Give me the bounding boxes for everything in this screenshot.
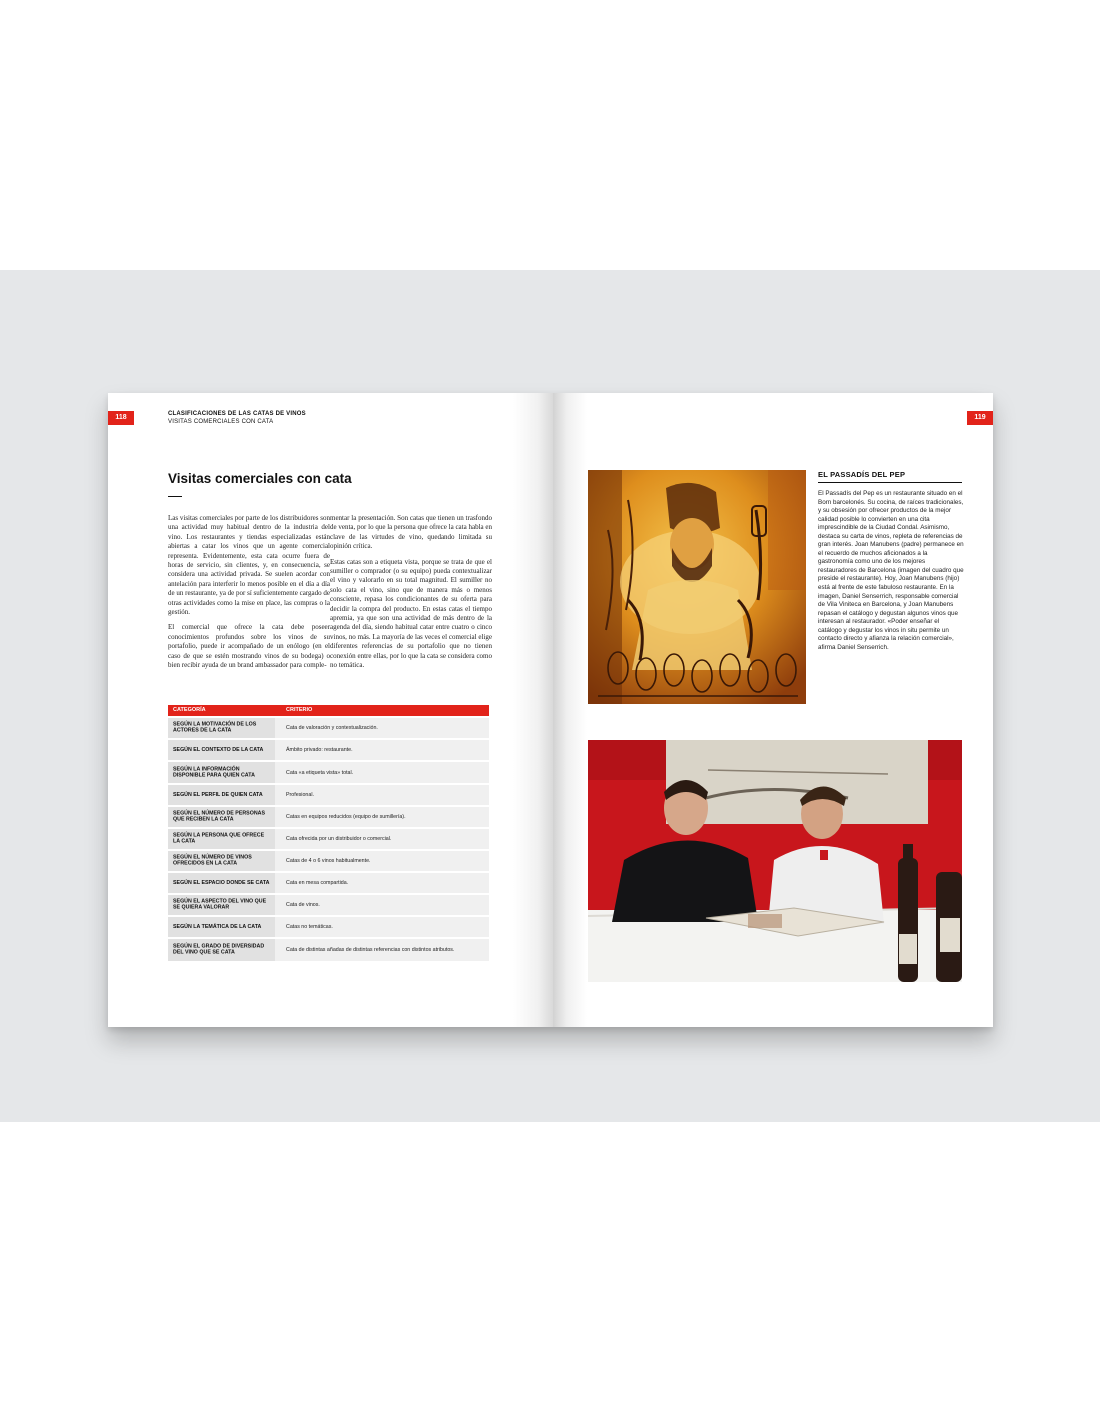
table-cell-category: SEGÚN EL NÚMERO DE VINOS OFRECIDOS EN LA CATA — [173, 854, 252, 867]
table-cell-criterion: Cata de valoración y contextualización. — [286, 724, 378, 731]
table-row — [168, 851, 489, 871]
header-section: CLASIFICACIONES DE LAS CATAS DE VINOS — [168, 411, 306, 417]
body-paragraph: El comercial que ofrece la cata debe poseer conocimientos profundos sobre los vinos de su portafolio, puede ir acompañado de un enólogo (en el caso de que se estén mostrando vinos de su bodega) o bien recibir ayuda de un brand ambassador para comple- — [168, 623, 330, 670]
table-cell-category: SEGÚN LA INFORMACIÓN DISPONIBLE PARA QUIEN CATA — [173, 766, 255, 779]
table-row — [168, 718, 489, 738]
table-cell-category: SEGÚN LA PERSONA QUE OFRECE LA CATA — [173, 832, 265, 845]
title-rule — [168, 496, 182, 497]
body-column-2 — [330, 514, 492, 677]
page-number-left: 118 — [108, 411, 134, 425]
table-cell-criterion: Catas de 4 o 6 vinos habitualmente. — [286, 857, 371, 864]
sidebar-rule — [818, 482, 962, 483]
table-cell-criterion: Ámbito privado: restaurante. — [286, 746, 353, 753]
running-header — [168, 410, 306, 426]
table-cell-criterion: Catas no temáticas. — [286, 923, 333, 930]
painting-photo — [588, 470, 806, 704]
body-paragraph: Estas catas son a etiqueta vista, porque se trata de que el sumiller o comprador (o su equipo) pueda contextualizar el vino y valorarlo en su total magnitud. El sumiller no solo cata el vino, sino que de manera más o menos consciente, repasa los condicionantes de su oferta para decidir la compra del producto. En estas catas el tiempo apremia, ya que son una actividad de más dentro de la agenda del día, siendo habitual catar entre cuatro o cinco vinos, no más. La mayoría de las veces el comercial elige diferentes referencias de su portafolio que no tienen conexión entre ellas, por lo que la cata se considera como no temática. — [330, 557, 492, 670]
book-spread — [108, 393, 993, 1027]
table-row — [168, 829, 489, 849]
table-cell-category: SEGÚN EL GRADO DE DIVERSIDAD DEL VINO QUE SE CATA — [173, 943, 265, 956]
table-cell-criterion: Profesional. — [286, 791, 314, 798]
table-cell-category: SEGÚN LA TEMÁTICA DE LA CATA — [173, 923, 262, 930]
chapter-title: Visitas comerciales con cata — [168, 471, 352, 486]
header-subsection: VISITAS COMERCIALES CON CATA — [168, 419, 274, 425]
restaurant-photo — [588, 740, 962, 982]
sidebar-title: EL PASSADÍS DEL PEP — [818, 470, 906, 479]
table-row — [168, 895, 489, 915]
table-cell-category: SEGÚN EL ASPECTO DEL VINO QUE SE QUIERA VALORAR — [173, 898, 267, 911]
table-header-category: CATEGORÍA — [173, 707, 206, 713]
table-cell-category: SEGÚN EL PERFIL DE QUIEN CATA — [173, 791, 263, 798]
table-header-criterion: CRITERIO — [286, 707, 313, 713]
page-number-right: 119 — [967, 411, 993, 425]
body-paragraph: Las visitas comerciales por parte de los distribuidores son una actividad muy habitual dentro de la industria del vino. Los restaurantes y tiendas especializadas están abiertas a catar los vinos que un agente comercial representa. Evidentemente, esta cata ocurre fuera de horas de servicio, sin clientes, y, en consecuencia, se considera una actividad privada. Se suelen acordar con antelación para interferir lo menos posible en el día a día de un restaurante, ya de por sí suficientemente cargado de otras actividades como la mise en place, las compras o la gestión. — [168, 514, 330, 617]
table-cell-criterion: Catas en equipos reducidos (equipo de sumillería). — [286, 813, 406, 820]
left-page — [108, 393, 553, 1027]
table-row — [168, 939, 489, 961]
body-paragraph: mentar la presentación. Son catas que tienen un trasfondo de venta, por lo que la persona que ofrece la cata habla en clave de las virtudes de vino, quedando limitada su opinión crítica. — [330, 514, 492, 551]
table-row — [168, 917, 489, 937]
restaurant-photo-illustration — [588, 740, 962, 982]
table-cell-criterion: Cata ofrecida por un distribuidor o comercial. — [286, 835, 392, 842]
table-row — [168, 873, 489, 893]
classification-table — [168, 705, 489, 961]
table-row — [168, 740, 489, 760]
sidebar-text: El Passadís del Pep es un restaurante situado en el Born barcelonés. Su cocina, de raíces tradicionales, y su obsesión por ofrecer productos de la mejor calidad posible lo convierten en una cita imprescindible de la Ciudad Condal. Asimismo, destaca su carta de vinos, repleta de referencias de gran interés. Joan Manubens (padre) permanece en el recuerdo de muchos aficionados a la gastronomía como uno de los mejores restauradores de Barcelona (imagen del cuadro que preside el restaurante). Hoy, Joan Manubens (hijo) está al frente de este fabuloso restaurante. En la imagen, Daniel Senserrich, responsable comercial de Vila Viniteca en Barcelona, y Joan Manubens repasan el catálogo y degustan algunos vinos que interesan al restaurador. «Poder enseñar el catálogo y degustar los vinos in situ permite un contacto directo y afianza la relación comercial», afirma Daniel Senserrich. — [818, 490, 964, 651]
table-cell-category: SEGÚN EL NÚMERO DE PERSONAS QUE RECIBEN LA CATA — [173, 810, 266, 823]
table-row — [168, 762, 489, 783]
table-row — [168, 785, 489, 805]
table-cell-category: SEGÚN LA MOTIVACIÓN DE LOS ACTORES DE LA CATA — [173, 721, 257, 734]
table-cell-criterion: Cata «a etiqueta vista» total. — [286, 769, 354, 776]
table-header — [168, 705, 489, 716]
table-cell-criterion: Cata en mesa compartida. — [286, 879, 349, 886]
right-page — [553, 393, 993, 1027]
painting-illustration — [588, 470, 806, 704]
table-cell-category: SEGÚN EL ESPACIO DONDE SE CATA — [173, 879, 270, 886]
body-column-1 — [168, 514, 330, 677]
table-cell-category: SEGÚN EL CONTEXTO DE LA CATA — [173, 746, 264, 753]
table-cell-criterion: Cata de vinos. — [286, 901, 320, 908]
table-cell-criterion: Cata de distintas añadas de distintas referencias con distintos atributos. — [286, 946, 455, 953]
table-row — [168, 807, 489, 827]
